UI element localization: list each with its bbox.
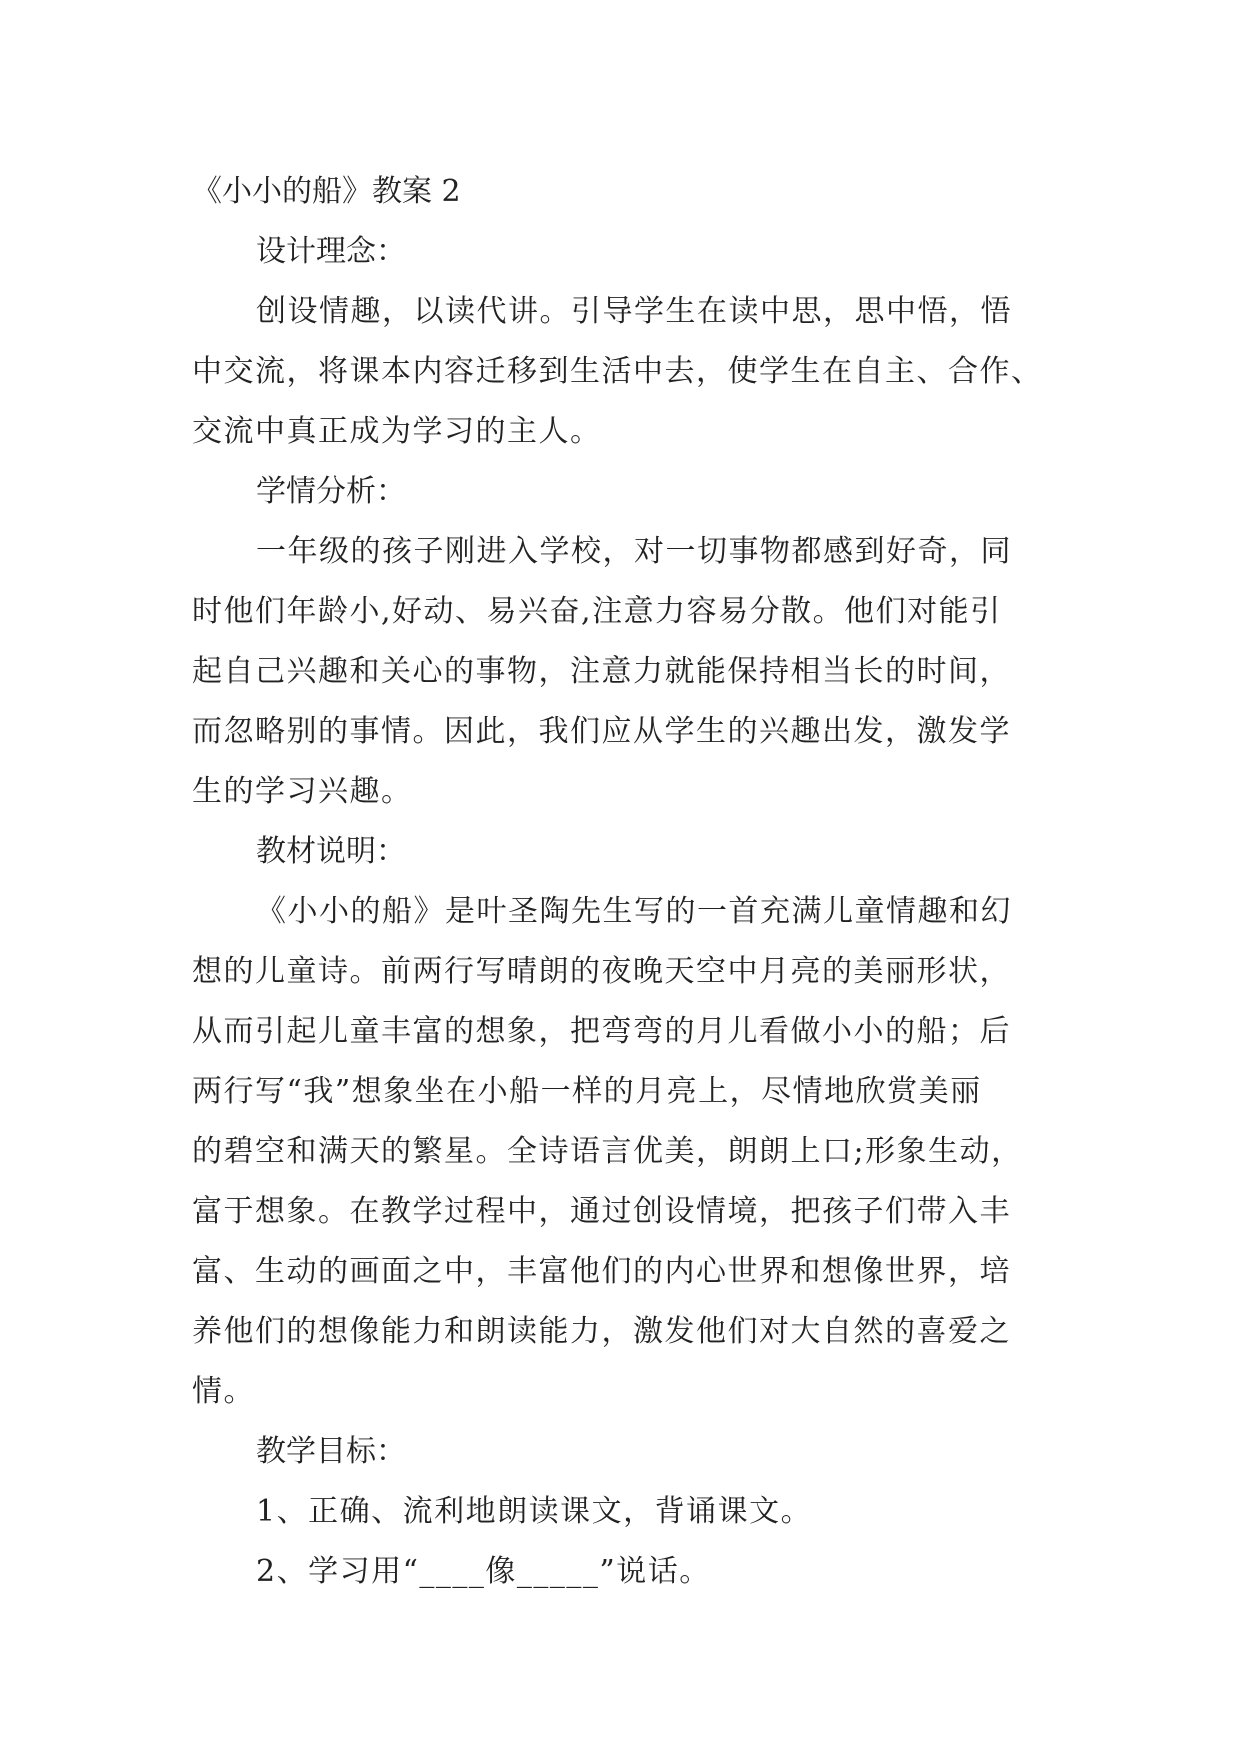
goal-item: 2、学习用“____像_____”说话。: [256, 1554, 711, 1589]
paragraph-line: 一年级的孩子刚进入学校，对一切事物都感到好奇，同: [256, 534, 1012, 569]
paragraph-line: 中交流，将课本内容迁移到生活中去，使学生在自主、合作、: [192, 354, 1043, 389]
paragraph-design: [192, 282, 1062, 462]
goal-item: 1、正确、流利地朗读课文，背诵课文。: [256, 1494, 813, 1529]
paragraph-line: 养他们的想像能力和朗读能力，激发他们对大自然的喜爱之: [192, 1314, 1011, 1349]
paragraph-line: 生的学习兴趣。: [192, 774, 413, 809]
paragraph-line: 交流中真正成为学习的主人。: [192, 414, 602, 449]
paragraph-material: [192, 882, 1062, 1422]
paragraph-line: 情。: [192, 1374, 255, 1409]
document-title: 《小小的船》教案 2: [192, 174, 461, 209]
paragraph-line: 富、生动的画面之中，丰富他们的内心世界和想像世界，培: [192, 1254, 1011, 1289]
paragraph-line: 起自己兴趣和关心的事物，注意力就能保持相当长的时间，: [192, 654, 1011, 689]
paragraph-line: 从而引起儿童丰富的想象，把弯弯的月儿看做小小的船；后: [192, 1014, 1011, 1049]
paragraph-line: 而忽略别的事情。因此，我们应从学生的兴趣出发，激发学: [192, 714, 1011, 749]
paragraph-line: 两行写“我”想象坐在小船一样的月亮上，尽情地欣赏美丽: [192, 1074, 982, 1109]
paragraph-analysis: [192, 522, 1062, 822]
section-heading-design: 设计理念：: [256, 234, 406, 269]
paragraph-line: 富于想象。在教学过程中，通过创设情境，把孩子们带入丰: [192, 1194, 1011, 1229]
paragraph-line: 《小小的船》是叶圣陶先生写的一首充满儿童情趣和幻: [256, 894, 1012, 929]
paragraph-line: 的碧空和满天的繁星。全诗语言优美，朗朗上口;形象生动，: [192, 1134, 1023, 1169]
document-body: [192, 162, 1062, 1602]
section-heading-material: 教材说明：: [256, 834, 406, 869]
paragraph-line: 时他们年龄小,好动、易兴奋,注意力容易分散。他们对能引: [192, 594, 1002, 629]
paragraph-line: 创设情趣，以读代讲。引导学生在读中思，思中悟，悟: [256, 294, 1012, 329]
section-heading-goals: 教学目标：: [256, 1434, 406, 1469]
section-heading-analysis: 学情分析：: [256, 474, 406, 509]
paragraph-line: 想的儿童诗。前两行写晴朗的夜晚天空中月亮的美丽形状，: [192, 954, 1011, 989]
